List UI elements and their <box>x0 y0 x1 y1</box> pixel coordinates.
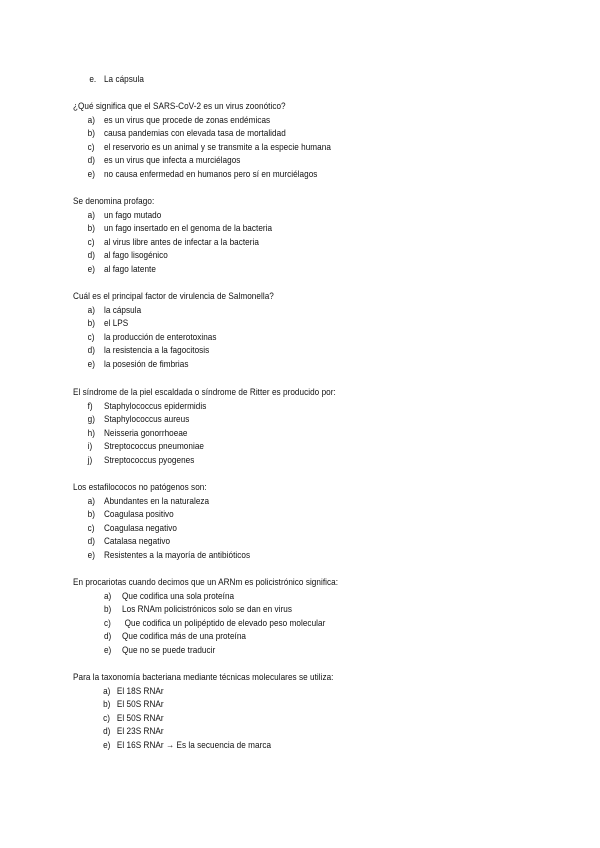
top-item <box>73 73 573 87</box>
option-row <box>73 263 503 277</box>
option-letter: d) <box>103 631 112 643</box>
option-text: al fago latente <box>103 263 156 275</box>
option-letter: b) <box>87 223 95 235</box>
question-block-estafilococos <box>73 481 573 563</box>
option-letter: b) <box>87 509 95 521</box>
option-text: La cápsula <box>103 74 144 85</box>
option-row <box>73 413 503 427</box>
option-letter: d) <box>87 345 95 357</box>
option-text: la cápsula <box>103 304 142 316</box>
option-letter: c) <box>87 236 95 248</box>
question-text: Para la taxonomía bacteriana mediante técnicas moleculares se utiliza: <box>73 672 334 683</box>
option-row <box>73 154 503 168</box>
option-letter: c) <box>87 331 95 343</box>
option-text: Staphylococcus epidermidis <box>103 400 207 412</box>
option-text: Neisseria gonorrhoeae <box>103 427 188 439</box>
option-text: Resistentes a la mayoría de antibióticos <box>103 549 251 561</box>
option-row <box>73 644 503 658</box>
question-text: Los estafilococos no patógenos son: <box>73 482 207 493</box>
option-row <box>73 522 503 536</box>
option-row <box>73 630 503 644</box>
option-text: Que codifica una sola proteína <box>122 590 235 602</box>
option-row <box>73 127 503 141</box>
option-letter: d) <box>87 155 95 167</box>
option-row <box>73 725 503 739</box>
option-text: Staphylococcus aureus <box>103 414 190 426</box>
option-row <box>73 685 503 699</box>
option-letter: e) <box>87 263 95 275</box>
option-text: Catalasa negativo <box>103 536 171 548</box>
option-row <box>73 590 503 604</box>
option-letter: c) <box>87 141 95 153</box>
option-text: Que codifica más de una proteína <box>122 631 247 643</box>
option-text: Streptococcus pyogenes <box>103 454 195 466</box>
option-text: Que codifica un polipéptido de elevado peso molecular <box>124 617 326 629</box>
option-text: un fago mutado <box>103 209 162 221</box>
option-letter: e) <box>87 168 95 180</box>
option-row <box>73 495 503 509</box>
option-text: no causa enfermedad en humanos pero sí en murciélagos <box>103 168 318 180</box>
option-letter: e) <box>87 358 95 370</box>
option-row <box>73 141 503 155</box>
question-text: En procariotas cuando decimos que un ARNm es policistrónico significa: <box>73 577 339 588</box>
option-letter: a) <box>103 590 112 602</box>
option-text: Que no se puede traducir <box>122 644 216 656</box>
option-letter: e. <box>89 74 97 85</box>
option-letter: b) <box>103 699 111 711</box>
option-text: Coagulasa negativo <box>103 522 177 534</box>
option-letter: e) <box>87 549 95 561</box>
option-letter: c) <box>87 522 95 534</box>
option-text: es un virus que infecta a murciélagos <box>103 155 241 167</box>
option-text: Streptococcus pneumoniae <box>103 441 205 453</box>
option-text: el LPS <box>103 318 129 330</box>
option-row <box>73 344 503 358</box>
option-row <box>73 739 503 753</box>
option-letter: b) <box>103 604 112 616</box>
option-letter: e) <box>103 644 112 656</box>
option-row <box>73 249 503 263</box>
question-block-taxonomia <box>73 671 573 753</box>
option-row <box>73 712 503 726</box>
option-text: la producción de enterotoxinas <box>103 331 217 343</box>
option-row <box>73 454 503 468</box>
option-letter: f) <box>87 400 93 412</box>
option-text: Coagulasa positivo <box>103 509 174 521</box>
question-text: ¿Qué significa que el SARS-CoV-2 es un virus zoonótico? <box>73 101 286 112</box>
option-text: el reservorio es un animal y se transmite a la especie humana <box>103 141 331 153</box>
option-text: El 23S RNAr <box>116 726 164 738</box>
option-letter: b) <box>87 318 95 330</box>
option-text: un fago insertado en el genoma de la bacteria <box>103 223 273 235</box>
question-text: Cuál es el principal factor de virulencia de Salmonella? <box>73 291 274 302</box>
option-letter: a) <box>87 114 95 126</box>
question-block-profago <box>73 195 573 277</box>
option-row <box>73 304 503 318</box>
question-text: El síndrome de la piel escaldada o síndrome de Ritter es producido por: <box>73 387 336 398</box>
question-text: Se denomina profago: <box>73 196 155 207</box>
option-row <box>73 617 503 631</box>
option-row <box>73 73 503 87</box>
option-row <box>73 358 503 372</box>
option-row <box>73 168 503 182</box>
option-row <box>73 400 503 414</box>
option-text: El 50S RNAr <box>116 699 164 711</box>
option-text: al fago lisogénico <box>103 250 168 262</box>
option-letter: a) <box>87 495 95 507</box>
option-letter: h) <box>87 427 95 439</box>
option-text: la resistencia a la fagocitosis <box>103 345 210 357</box>
option-letter: b) <box>87 128 95 140</box>
question-block-ritter <box>73 386 573 468</box>
option-row <box>73 236 503 250</box>
option-letter: g) <box>87 414 95 426</box>
option-letter: a) <box>87 209 95 221</box>
option-letter: d) <box>87 250 95 262</box>
option-row <box>73 114 503 128</box>
option-letter: a) <box>103 685 111 697</box>
option-text: al virus libre antes de infectar a la bacteria <box>103 236 259 248</box>
option-row <box>73 209 503 223</box>
option-letter: d) <box>87 536 95 548</box>
option-letter: a) <box>87 304 95 316</box>
question-block-salmonella <box>73 290 573 372</box>
option-letter: j) <box>87 454 93 466</box>
option-text: es un virus que procede de zonas endémicas <box>103 114 271 126</box>
option-row <box>73 549 503 563</box>
option-row <box>73 440 503 454</box>
option-text: Abundantes en la naturaleza <box>103 495 210 507</box>
option-text: El 18S RNAr <box>116 685 164 697</box>
option-letter: i) <box>87 441 93 453</box>
option-letter: d) <box>103 726 111 738</box>
question-block-sars <box>73 100 573 182</box>
option-row <box>73 603 503 617</box>
option-row <box>73 427 503 441</box>
option-text: Los RNAm policistrónicos solo se dan en virus <box>122 604 292 616</box>
option-row <box>73 222 503 236</box>
option-text: causa pandemias con elevada tasa de mortalidad <box>103 128 286 140</box>
question-block-policistronico <box>73 576 573 658</box>
option-row <box>73 317 503 331</box>
option-row <box>73 535 503 549</box>
option-letter: e) <box>103 739 111 751</box>
option-row <box>73 331 503 345</box>
option-text: la posesión de fimbrias <box>103 358 189 370</box>
option-letter: c) <box>103 617 111 629</box>
option-text: El 16S RNAr → Es la secuencia de marca <box>116 739 272 751</box>
option-row <box>73 698 503 712</box>
option-letter: c) <box>103 712 110 724</box>
option-text: El 50S RNAr <box>116 712 164 724</box>
option-row <box>73 508 503 522</box>
